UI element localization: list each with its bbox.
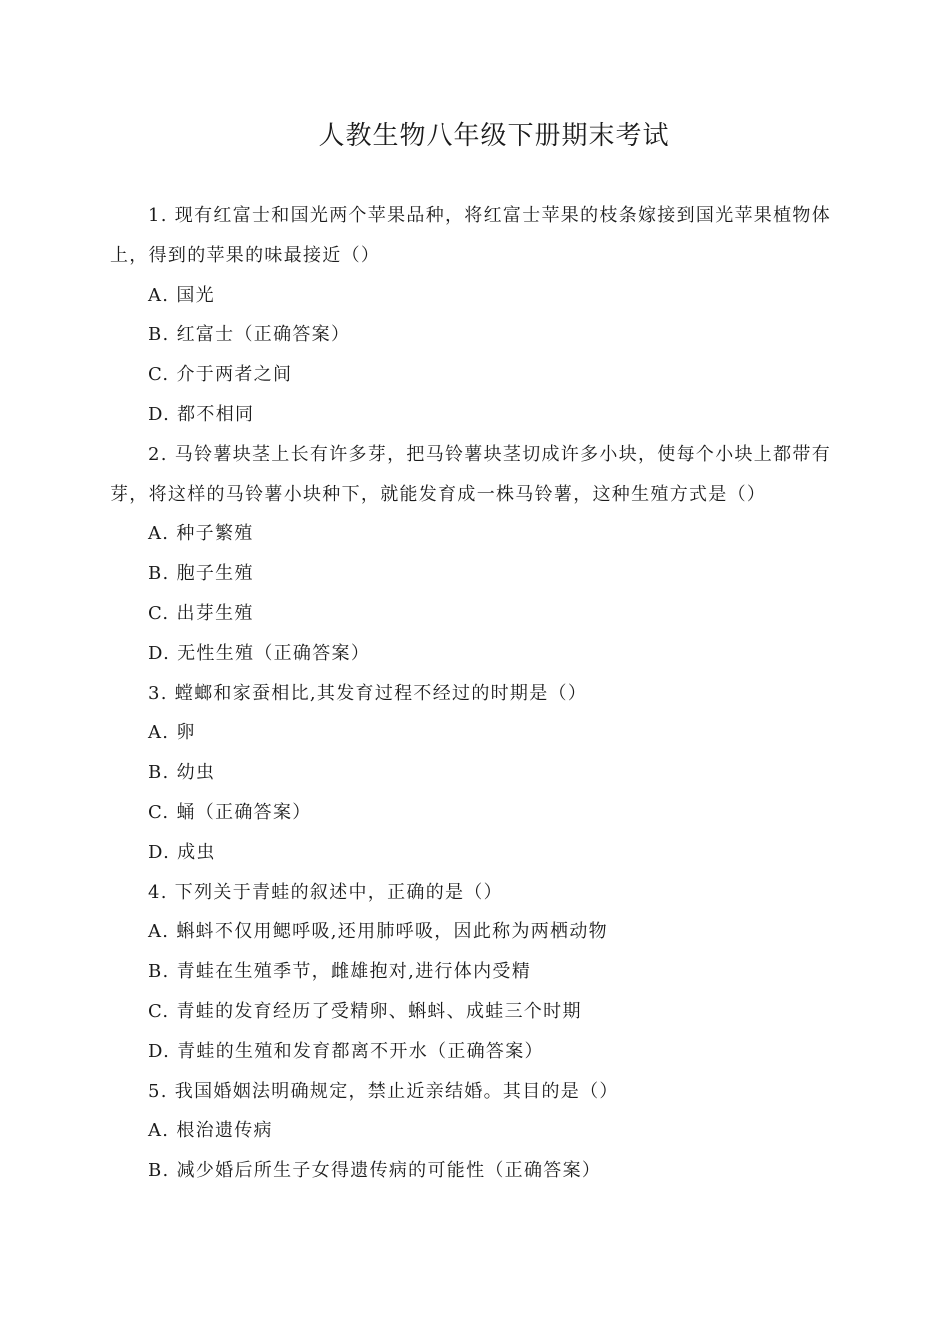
- question-5-option-a: A. 根治遗传病: [148, 1120, 273, 1142]
- question-3-stem: 3. 螳螂和家蚕相比,其发育过程不经过的时期是（）: [148, 682, 588, 704]
- question-list: [110, 196, 832, 1191]
- question-4-option-b: B. 青蛙在生殖季节，雌雄抱对,进行体内受精: [148, 961, 531, 983]
- page-title: 人教生物八年级下册期末考试: [318, 121, 670, 151]
- question-2-option-a: A. 种子繁殖: [148, 523, 254, 545]
- question-2-option-c: C. 出芽生殖: [148, 602, 254, 624]
- question-2-option-b: B. 胞子生殖: [148, 563, 254, 585]
- question-4-option-d: D. 青蛙的生殖和发育都离不开水（正确答案）: [148, 1040, 544, 1062]
- question-1-stem: 1. 现有红富士和国光两个苹果品种，将红富士苹果的枝条嫁接到国光苹果植物体: [148, 205, 831, 226]
- question-1-option-d: D. 都不相同: [148, 403, 255, 425]
- question-1-option-c: C. 介于两者之间: [148, 364, 293, 386]
- question-2-stem: 2. 马铃薯块茎上长有许多芽，把马铃薯块茎切成许多小块，使每个小块上都带有: [148, 443, 831, 465]
- question-3-option-a: A. 卵: [148, 722, 196, 744]
- question-3-option-b: B. 幼虫: [148, 762, 216, 784]
- question-2-option-d: D. 无性生殖（正确答案）: [148, 642, 371, 664]
- question-1-option-b: B. 红富士（正确答案）: [148, 324, 351, 346]
- question-3-option-d: D. 成虫: [148, 841, 216, 863]
- question-5-option-b: B. 减少婚后所生子女得遗传病的可能性（正确答案）: [148, 1160, 602, 1182]
- question-3-option-c: C. 蛹（正确答案）: [148, 801, 312, 823]
- question-1-stem-cont: 上，得到的苹果的味最接近（）: [110, 244, 381, 266]
- question-4-option-a: A. 蝌蚪不仅用鳃呼吸,还用肺呼吸，因此称为两栖动物: [148, 921, 608, 943]
- question-4-option-c: C. 青蛙的发育经历了受精卵、蝌蚪、成蛙三个时期: [148, 1000, 582, 1022]
- question-2-stem-cont: 芽，将这样的马铃薯小块种下，就能发育成一株马铃薯，这种生殖方式是（）: [110, 483, 767, 505]
- question-1-option-a: A. 国光: [148, 284, 215, 306]
- question-5-stem: 5. 我国婚姻法明确规定，禁止近亲结婚。其目的是（）: [148, 1080, 619, 1102]
- question-4-stem: 4. 下列关于青蛙的叙述中，正确的是（）: [148, 881, 503, 903]
